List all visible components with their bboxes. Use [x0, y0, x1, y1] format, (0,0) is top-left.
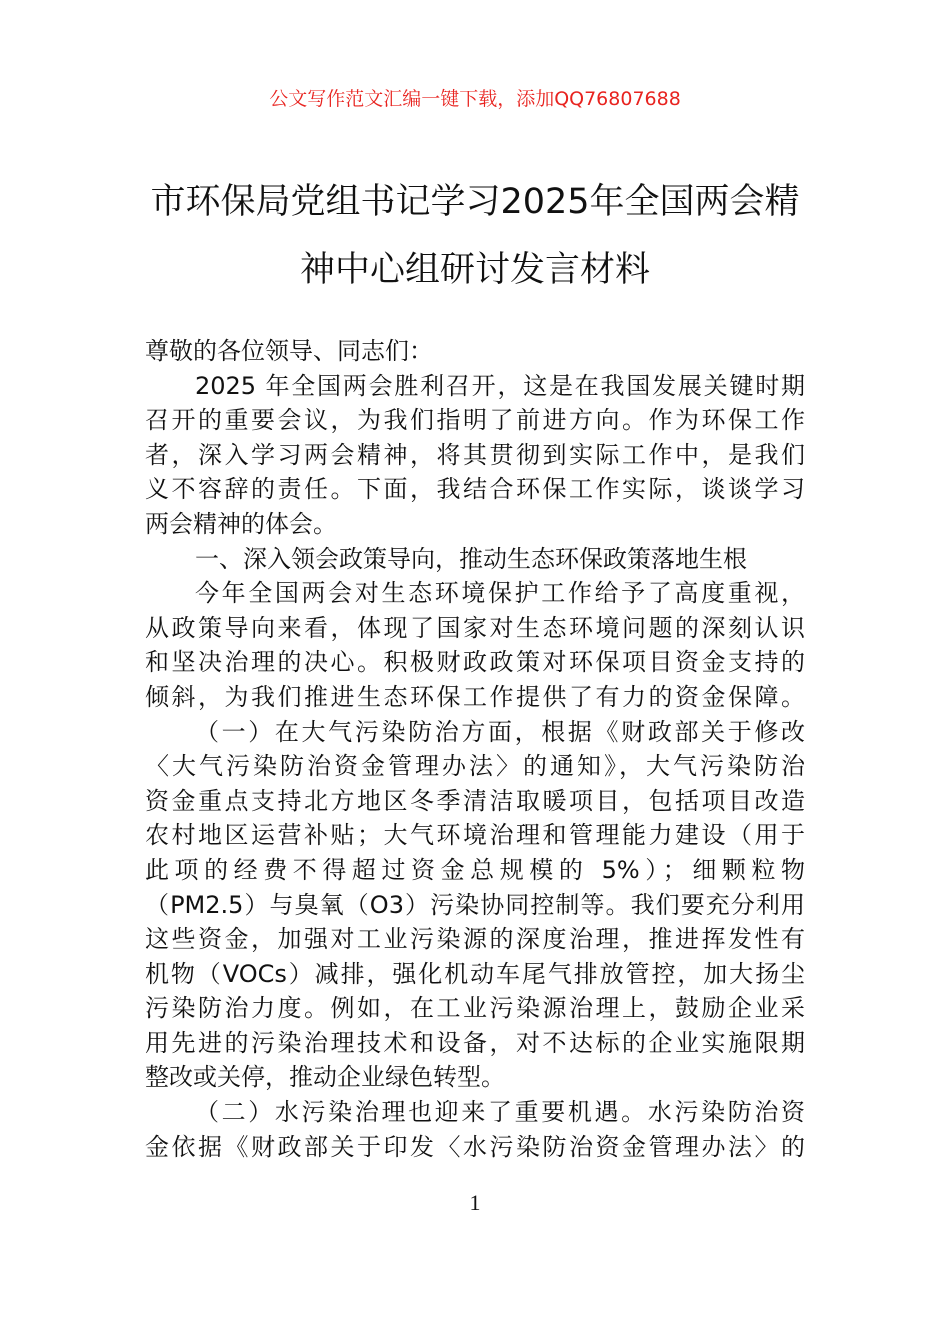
text-line: 金依据《财政部关于印发〈水污染防治资金管理办法〉的 [145, 1132, 805, 1161]
text-line: 一、深入领会政策导向，推动生态环保政策落地生根 [195, 544, 747, 573]
text-line: 机物（VOCs）减排，强化机动车尾气排放管控，加大扬尘 [145, 959, 805, 988]
text-line: 整改或关停，推动企业绿色转型。 [145, 1063, 505, 1092]
text-line: 资金重点支持北方地区冬季清洁取暖项目，包括项目改造 [145, 786, 805, 815]
text-line: 〈大气污染防治资金管理办法〉的通知》，大气污染防治 [145, 752, 805, 781]
text-line: 污染防治力度。例如，在工业污染源治理上，鼓励企业采 [145, 994, 805, 1023]
text-line: 两会精神的体会。 [145, 509, 337, 538]
document-title-line-1: 市环保局党组书记学习2025年全国两会精 [150, 182, 800, 222]
text-line: 用先进的污染治理技术和设备，对不达标的企业实施限期 [145, 1028, 805, 1057]
text-line: （PM2.5）与臭氧（O3）污染协同控制等。我们要充分利用 [145, 890, 805, 919]
text-line: （二）水污染治理也迎来了重要机遇。水污染防治资 [195, 1098, 805, 1127]
text-line: 2025 年全国两会胜利召开，这是在我国发展关键时期 [195, 371, 805, 400]
text-line: 农村地区运营补贴；大气环境治理和管理能力建设（用于 [145, 821, 805, 850]
text-line: 义不容辞的责任。下面，我结合环保工作实际，谈谈学习 [145, 475, 805, 504]
text-line: 者，深入学习两会精神，将其贯彻到实际工作中，是我们 [145, 440, 805, 469]
text-line: 此项的经费不得超过资金总规模的 5%）；细颗粒物 [145, 855, 805, 884]
text-line: 和坚决治理的决心。积极财政政策对环保项目资金支持的 [145, 648, 805, 677]
page-number: 1 [469, 1190, 481, 1215]
download-note: 公文写作范文汇编一键下载，添加QQ76807688 [269, 88, 681, 110]
document-title-line-2: 神中心组研讨发言材料 [299, 250, 650, 290]
text-line: 召开的重要会议，为我们指明了前进方向。作为环保工作 [145, 406, 805, 435]
document-body [145, 334, 805, 1164]
text-line: 尊敬的各位领导、同志们： [145, 337, 433, 365]
text-line: 从政策导向来看，体现了国家对生态环境问题的深刻认识 [145, 613, 805, 642]
text-line: 这些资金，加强对工业污染源的深度治理，推进挥发性有 [145, 925, 805, 954]
text-line: 今年全国两会对生态环境保护工作给予了高度重视， [195, 579, 805, 608]
text-line: （一）在大气污染防治方面，根据《财政部关于修改 [195, 717, 805, 746]
text-line: 倾斜，为我们推进生态环保工作提供了有力的资金保障。 [145, 682, 805, 711]
